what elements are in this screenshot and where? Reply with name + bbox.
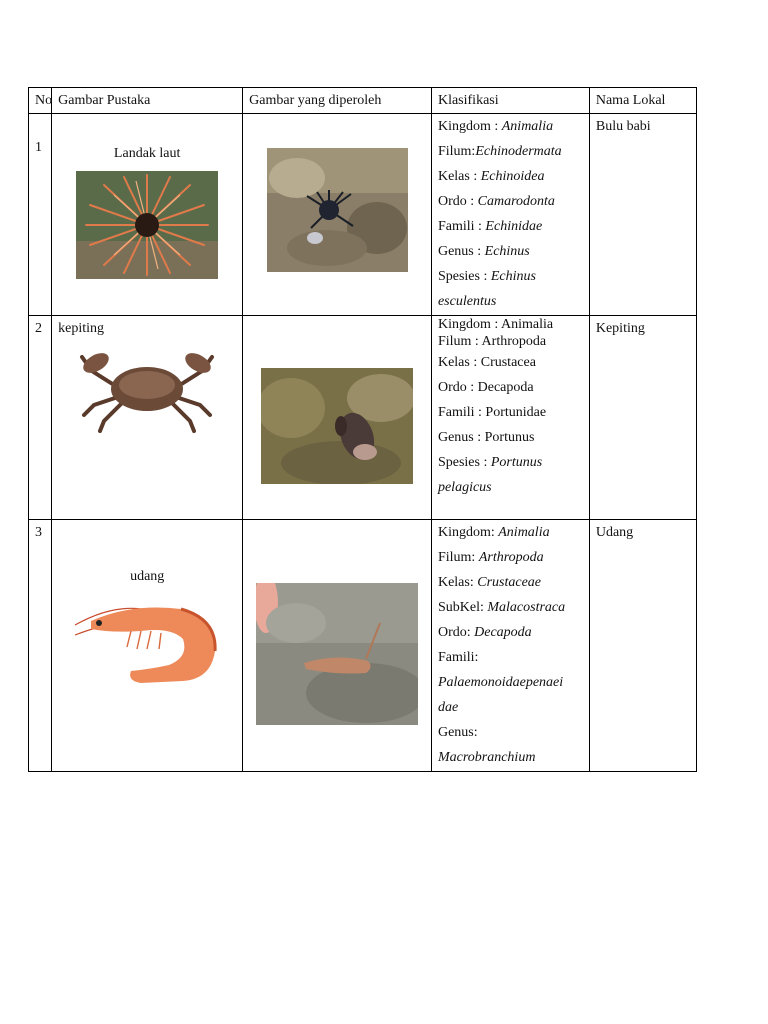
klasifikasi-value: Decapoda xyxy=(474,625,532,640)
klasifikasi-value: Echinoidea xyxy=(480,169,545,184)
nama-lokal-cell xyxy=(589,316,696,520)
klasifikasi-key: Kelas: xyxy=(437,575,478,590)
klasifikasi-value: Camarodonta xyxy=(477,194,555,209)
klasifikasi-line xyxy=(438,189,583,214)
klasifikasi-value: Animalia xyxy=(501,119,554,134)
klasifikasi-line xyxy=(438,289,583,314)
klasifikasi-key: Genus : xyxy=(437,244,485,259)
klasifikasi-line xyxy=(438,620,583,645)
klasifikasi-value: Palaemonoidaepenaei xyxy=(437,675,564,690)
klasifikasi-key: SubKel: xyxy=(437,600,488,615)
pustaka-label: kepiting xyxy=(58,321,105,336)
shrimp-field-photo xyxy=(256,583,418,725)
classification-table xyxy=(28,87,697,772)
klasifikasi-list: Kingdom : Animalia Filum : Arthropoda Kelas : Crustacea Ordo : Decapoda Famili : Portunidae Genus : Portunus Spesies : Portunus pelagicus xyxy=(437,317,554,495)
klasifikasi-value: dae xyxy=(437,700,459,715)
klasifikasi-value: Arthropoda xyxy=(478,550,544,565)
nama-lokal: Bulu babi xyxy=(595,119,651,134)
klasifikasi-line xyxy=(438,595,583,620)
klasifikasi-line xyxy=(438,139,583,164)
header-nama-lokal: Nama Lokal xyxy=(589,88,696,114)
klasifikasi-line xyxy=(438,720,583,745)
klasifikasi-line xyxy=(438,645,583,670)
pustaka-label: Landak laut xyxy=(113,146,181,161)
header-no: No xyxy=(29,88,52,114)
nama-lokal: Kepiting xyxy=(595,321,645,336)
klasifikasi-line xyxy=(438,214,583,239)
klasifikasi-cell xyxy=(431,520,589,772)
table-row xyxy=(29,114,697,316)
klasifikasi-key: Filum: xyxy=(437,144,476,159)
klasifikasi-key: Kingdom: xyxy=(437,525,499,540)
klasifikasi-line xyxy=(438,264,583,289)
table-row xyxy=(29,520,697,772)
row-number: 2 xyxy=(29,316,52,520)
nama-lokal-cell xyxy=(589,114,696,316)
klasifikasi-cell xyxy=(431,316,589,520)
row-number: 1 xyxy=(29,114,52,316)
lapangan-cell xyxy=(243,520,432,772)
sea-urchin-image xyxy=(76,171,218,279)
header-klasifikasi: Klasifikasi xyxy=(431,88,589,114)
pustaka-cell xyxy=(52,316,243,520)
klasifikasi-value: Echinodermata xyxy=(475,144,562,159)
header-row xyxy=(29,88,697,114)
klasifikasi-line xyxy=(438,164,583,189)
klasifikasi-list xyxy=(438,520,583,770)
klasifikasi-key: Genus: xyxy=(437,725,478,740)
klasifikasi-list xyxy=(438,114,583,314)
header-gambar-pustaka: Gambar Pustaka xyxy=(52,88,243,114)
nama-lokal-cell xyxy=(589,520,696,772)
klasifikasi-key: Famili : xyxy=(437,219,486,234)
pustaka-cell xyxy=(52,114,243,316)
klasifikasi-value: Crustaceae xyxy=(477,575,541,590)
klasifikasi-value: Echinidae xyxy=(485,219,543,234)
klasifikasi-value: Echinus xyxy=(490,269,536,284)
crab-image xyxy=(74,341,220,433)
klasifikasi-line xyxy=(438,114,583,139)
klasifikasi-value: Animalia xyxy=(498,525,550,540)
klasifikasi-key: Kingdom : xyxy=(437,119,502,134)
klasifikasi-key: Spesies : xyxy=(437,269,491,284)
klasifikasi-line xyxy=(438,745,583,770)
klasifikasi-value: esculentus xyxy=(437,294,497,309)
lapangan-cell xyxy=(243,316,432,520)
klasifikasi-key: Famili: xyxy=(437,650,479,665)
lapangan-cell xyxy=(243,114,432,316)
klasifikasi-line xyxy=(438,670,583,695)
row-number: 3 xyxy=(29,520,52,772)
klasifikasi-line xyxy=(438,695,583,720)
pustaka-cell xyxy=(52,520,243,772)
klasifikasi-line xyxy=(438,239,583,264)
pustaka-label: udang xyxy=(130,569,165,584)
klasifikasi-value: Macrobranchium xyxy=(437,750,536,765)
klasifikasi-line xyxy=(438,545,583,570)
klasifikasi-key: Kelas : xyxy=(437,169,481,184)
klasifikasi-line xyxy=(438,520,583,545)
klasifikasi-value: Echinus xyxy=(484,244,530,259)
klasifikasi-line xyxy=(438,570,583,595)
header-gambar-diperoleh: Gambar yang diperoleh xyxy=(243,88,432,114)
shrimp-image xyxy=(71,595,223,695)
table-row xyxy=(29,316,697,520)
klasifikasi-key: Filum: xyxy=(437,550,479,565)
nama-lokal: Udang xyxy=(595,525,634,540)
crab-field-photo xyxy=(261,368,413,484)
sea-urchin-field-photo xyxy=(267,148,408,272)
klasifikasi-cell xyxy=(431,114,589,316)
klasifikasi-key: Ordo : xyxy=(437,194,478,209)
klasifikasi-key: Ordo: xyxy=(437,625,475,640)
klasifikasi-value: Malacostraca xyxy=(487,600,566,615)
